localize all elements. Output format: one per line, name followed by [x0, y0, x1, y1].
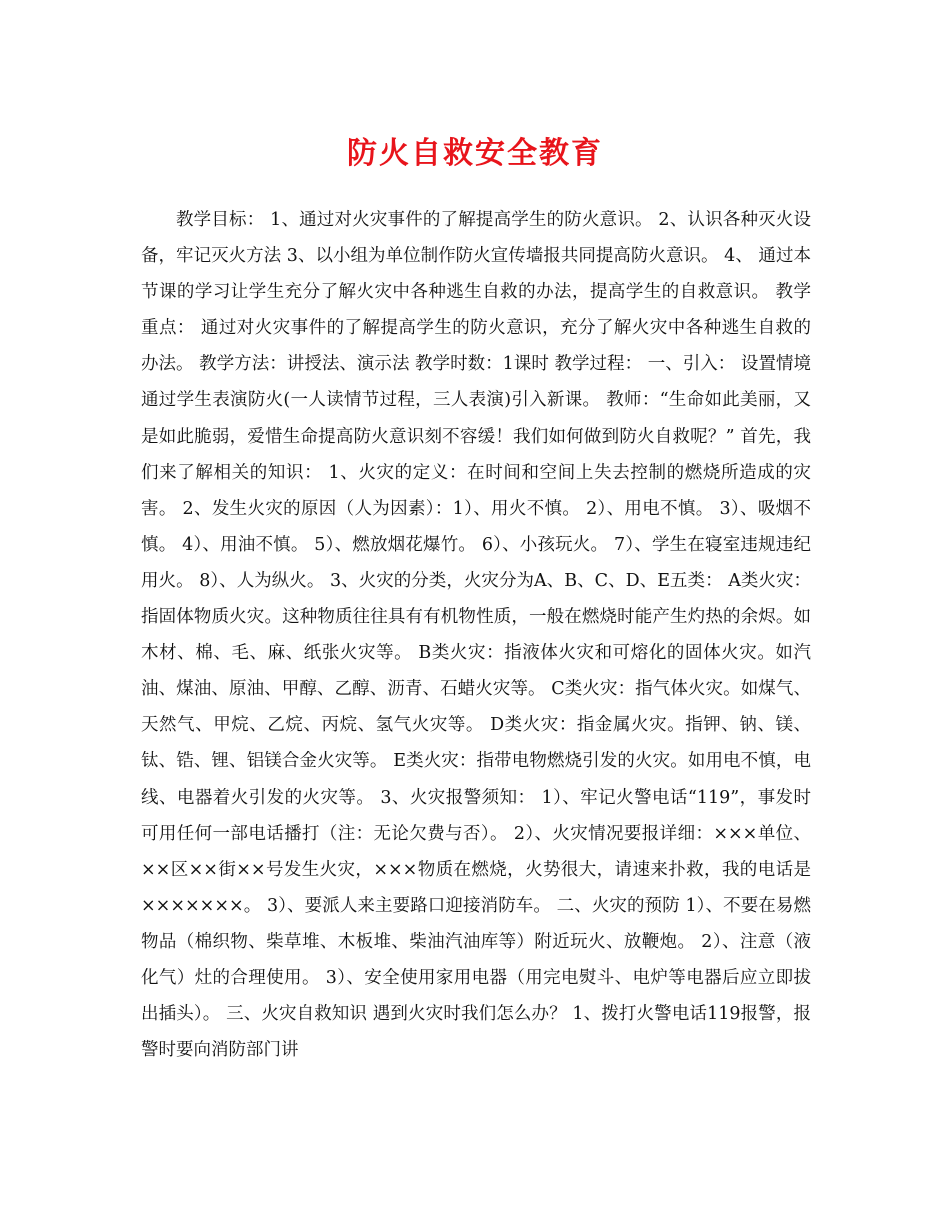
document-body-paragraph: 教学目标： 1、通过对火灾事件的了解提高学生的防火意识。 2、认识各种灭火设备，牢记灭火方法 3、以小组为单位制作防火宣传墙报共同提高防火意识。 4、 通过本节课的学习让学生充分了解火灾中各种逃生自救的办法，提高学生的自救意识。 教学重点： 通过对火灾事件的了解提高学生的防火意识，充分了解火灾中各种逃生自救的办法。 教学方法：讲授法、演示法 教学时数：1课时 教学过程： 一、引入： 设置情境通过学生表演防火(一人读情节过程，三人表演)引入新课。 教师：“生命如此美丽，又是如此脆弱，爱惜生命提高防火意识刻不容缓！我们如何做到防火自救呢？” 首先，我们来了解相关的知识： 1、火灾的定义：在时间和空间上失去控制的燃烧所造成的灾害。 2、发生火灾的原因（人为因素）：1）、用火不慎。 2）、用电不慎。 3）、吸烟不慎。 4）、用油不慎。 5）、燃放烟花爆竹。 6）、小孩玩火。 7）、学生在寝室违规违纪用火。 8）、人为纵火。 3、火灾的分类，火灾分为A、B、C、D、E五类： A类火灾：指固体物质火灾。这种物质往往具有有机物性质，一般在燃烧时能产生灼热的余烬。如木材、棉、毛、麻、纸张火灾等。 B类火灾：指液体火灾和可熔化的固体火灾。如汽油、煤油、原油、甲醇、乙醇、沥青、石蜡火灾等。 C类火灾：指气体火灾。如煤气、天然气、甲烷、乙烷、丙烷、氢气火灾等。 D类火灾：指金属火灾。指钾、钠、镁、钛、锆、锂、铝镁合金火灾等。 E类火灾：指带电物燃烧引发的火灾。如用电不慎，电线、电器着火引发的火灾等。 3、火灾报警须知： 1）、牢记火警电话“119”，事发时可用任何一部电话播打（注：无论欠费与否）。 2）、火灾情况要报详细：×××单位、××区××街××号发生火灾，×××物质在燃烧，火势很大，请速来扑救，我的电话是×××××××。 3）、要派人来主要路口迎接消防车。 二、火灾的预防 1）、不要在易燃物品（棉织物、柴草堆、木板堆、柴油汽油库等）附近玩火、放鞭炮。 2）、注意（液化气）灶的合理使用。 3）、安全使用家用电器（用完电熨斗、电炉等电器后应立即拔出插头）。 三、火灾自救知识 遇到火灾时我们怎么办？ 1、拨打火警电话119报警，报警时要向消防部门讲: [141, 210, 811, 1061]
document-title: 防火自救安全教育: [347, 136, 603, 171]
